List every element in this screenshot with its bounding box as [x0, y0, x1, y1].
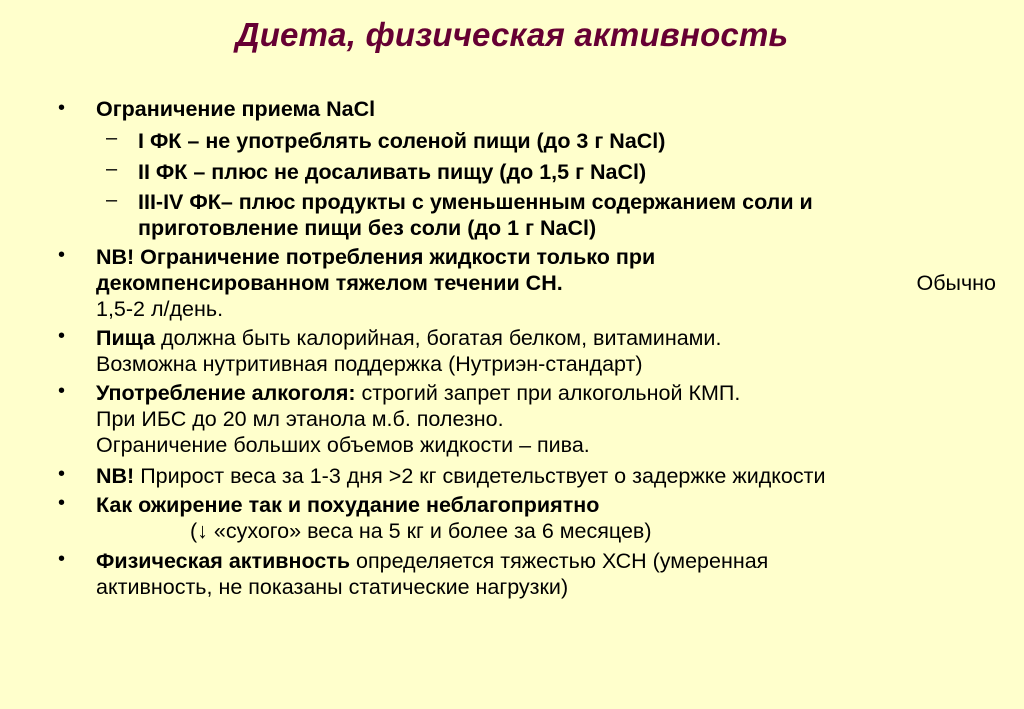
activity-line1 — [96, 548, 768, 574]
bullet-marker: • — [58, 492, 66, 514]
nacl-fc1: I ФК – не употреблять соленой пищи (до 3 г NaCl) — [138, 129, 666, 153]
bullet-marker: • — [58, 97, 66, 119]
bullet-marker: • — [58, 548, 66, 570]
food-line2: Возможна нутритивная поддержка (Нутриэн-стандарт) — [96, 352, 643, 376]
nacl-heading: Ограничение приема NaCl — [96, 97, 376, 121]
fluid-line2: декомпенсированном тяжелом течении СН. — [96, 271, 563, 295]
nacl-fc3-line2: приготовление пищи без соли (до 1 г NaCl) — [138, 216, 597, 240]
weight-gain-bold: NB! — [96, 464, 135, 488]
alcohol-line1-rest: строгий запрет при алкогольной КМП. — [355, 381, 741, 405]
bullet-marker: • — [58, 380, 66, 402]
nacl-fc2: II ФК – плюс не досаливать пищу (до 1,5 г NaCl) — [138, 160, 647, 184]
activity-line1-rest: определяется тяжестью ХСН (умеренная — [350, 549, 769, 573]
fluid-line1: NB! Ограничение потребления жидкости только при — [96, 245, 656, 269]
dash-marker: – — [106, 189, 118, 211]
food-bold: Пища — [96, 326, 156, 350]
fluid-line3: 1,5-2 л/день. — [96, 297, 224, 321]
obesity-line2: (↓ «сухого» веса на 5 кг и более за 6 месяцев) — [190, 519, 652, 543]
food-line1 — [96, 325, 721, 351]
bullet-marker: • — [58, 325, 66, 347]
food-line1-rest: должна быть калорийная, богатая белком, витаминами. — [155, 326, 722, 350]
fluid-usually: Обычно — [916, 271, 996, 295]
weight-gain-line — [96, 463, 826, 489]
nacl-fc3-line1: III-IV ФК– плюс продукты с уменьшенным содержанием соли и — [138, 190, 813, 214]
alcohol-line2: При ИБС до 20 мл этанола м.б. полезно. — [96, 407, 504, 431]
activity-line2: активность, не показаны статические нагрузки) — [96, 575, 569, 599]
bullet-marker: • — [58, 463, 66, 485]
dash-marker: – — [106, 127, 118, 149]
weight-gain-rest: Прирост веса за 1-3 дня >2 кг свидетельствует о задержке жидкости — [134, 464, 826, 488]
alcohol-bold: Употребление алкоголя: — [96, 381, 356, 405]
activity-bold: Физическая активность — [96, 549, 351, 573]
bullet-marker: • — [58, 244, 66, 266]
alcohol-line3: Ограничение больших объемов жидкости – пива. — [96, 433, 590, 457]
slide-title: Диета, физическая активность — [235, 16, 789, 53]
dash-marker: – — [106, 158, 118, 180]
alcohol-line1 — [96, 380, 740, 406]
obesity-line1: Как ожирение так и похудание неблагоприятно — [96, 493, 600, 517]
